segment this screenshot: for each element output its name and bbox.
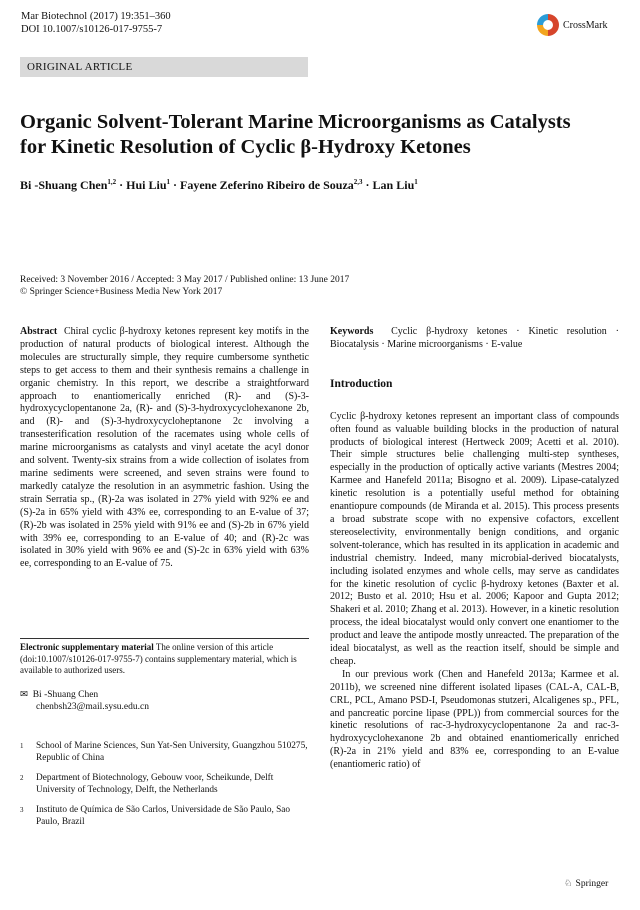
contact-email[interactable]: chenbsh23@mail.sysu.edu.cn: [36, 702, 149, 712]
affiliation-text: Department of Biotechnology, Gebouw voor, Scheikunde, Delft University of Technology, Delft, the Netherlands: [36, 773, 274, 795]
springer-horse-icon: ♘: [564, 879, 573, 889]
corresponding-author: [20, 689, 149, 713]
crossmark-badge[interactable]: [537, 12, 625, 38]
author-affil-sup: 1: [414, 178, 418, 186]
supplementary-note: [20, 638, 309, 677]
affiliation-text: Instituto de Química de São Carlos, Universidade de São Paulo, Sao Paulo, Brazil: [36, 805, 291, 827]
affiliations: [20, 741, 309, 838]
author-affil-sup: 2,3: [353, 178, 363, 186]
author-name[interactable]: Fayene Zeferino Ribeiro de Souza: [180, 178, 354, 192]
affiliation-text: School of Marine Sciences, Sun Yat-Sen University, Guangzhou 510275, Republic of China: [36, 741, 308, 763]
affiliation-number: 3: [20, 806, 24, 815]
affiliation-item: [20, 741, 309, 764]
affiliation-item: [20, 805, 309, 828]
article-dates: [20, 274, 349, 298]
affiliation-item: [20, 773, 309, 796]
contact-name: Bi -Shuang Chen: [32, 690, 99, 700]
article-title: [20, 110, 590, 160]
author-name[interactable]: Lan Liu: [372, 178, 415, 192]
author-list: Bi -Shuang Chen$^{1,2}$ · Hui Liu$^1$ · Fayene Zeferino Ribeiro de Souza$^{2,3}$ · Lan Liu$^1$: [20, 178, 418, 192]
abstract-text: Chiral cyclic β-hydroxy ketones represent key motifs in the production of natural products of biological interest. Although the molecules are structurally simple, they require cumbersome synthetic steps to get access to them and their synthesis remains a challenge in organic chemistry. In this report, we describe a straightforward approach to enantiomerically enriched (R)- and (S)-3-hydroxycyclopentanone 2a, (R)- and (S)-3-hydroxycyclohexanone 2b, and (R)- and (S)-3-hydroxycycloheptanone 2c involving a transesterification resolution of the racemates using whole cells of marine microorganisms as catalysts and vinyl acetate the acyl donor and solvent. Twenty-six strains from a wide collection of isolates from marine sediments were screened, and seven strains were found to markedly catalyze the resolution in an asymmetric fashion. Using the strain Serratia sp., (R)-2a was isolated in 27% yield with 92% ee and (S)-2a in 65% yield with 43% ee, corresponding to an E-value of 37; (R)-2b was isolated in 25% yield with 91% ee and (S)-2b in 67% yield with 39% ee, corresponding to an E-value of 40; and (R)-2c was isolated in 30% yield with 96% ee and (S)-2c in 63% yield with 63% ee, corresponding to an E-value of 75.: [20, 326, 309, 570]
author-name[interactable]: Bi -Shuang Chen: [20, 178, 108, 192]
copyright-line: © Springer Science+Business Media New York 2017: [20, 287, 223, 297]
publisher-logo: [564, 878, 608, 889]
title-line-1: Organic Solvent-Tolerant Marine Microorganisms as Catalysts: [20, 111, 571, 133]
abstract: [20, 326, 309, 571]
title-line-2: for Kinetic Resolution of Cyclic β-Hydroxy Ketones: [20, 136, 471, 158]
esm-label: Electronic supplementary material: [20, 642, 154, 652]
author-affil-sup: 1: [166, 178, 170, 186]
keywords-label: Keywords: [330, 326, 374, 337]
keywords: [330, 326, 619, 352]
esm-text[interactable]: The online version of this article (doi:10.1007/s10126-017-9755-7) contains supplementary material, which is available to authorized users.: [20, 642, 297, 675]
section-banner: ORIGINAL ARTICLE: [20, 57, 308, 77]
publisher-name: Springer: [575, 878, 609, 889]
intro-paragraph-2: In our previous work (Chen and Hanefeld 2013a; Karmee et al. 2011b), we screened nine different isolated lipases (CAL-A, CAL-B, CRL, PCL, Amano PSD-I, Pseudomonas stutzeri, Alcaligenes sp., PFL, and pancreatic porcine lipase (PPL)) from commercial sources for the kinetic resolutions of rac-3-hydroxycyclopentanone 2a and rac-3-hydroxycyclohexanone 2b and obtained enantiomerically enriched (R)-2a in 21% yield and 83% ee, corresponding to an E-value (enantiomeric ratio) of: [330, 668, 619, 771]
author-name[interactable]: Hui Liu: [126, 178, 167, 192]
envelope-icon: ✉: [20, 690, 28, 700]
affiliation-number: 2: [20, 774, 24, 783]
section-heading: Introduction: [330, 377, 393, 390]
journal-line: Mar Biotechnol (2017) 19:351–360: [21, 11, 171, 22]
left-column: [20, 326, 309, 571]
crossmark-label: CrossMark: [563, 19, 608, 31]
journal-citation: [21, 10, 171, 36]
author-affil-sup: 1,2: [107, 178, 117, 186]
affiliation-number: 1: [20, 742, 24, 750]
keywords-text: Cyclic β-hydroxy ketones · Kinetic resolution · Biocatalysis · Marine microorganisms · E-value: [330, 326, 619, 350]
crossmark-icon: [537, 14, 559, 36]
intro-paragraph-1: Cyclic β-hydroxy ketones represent an important class of compounds often found as valuable building blocks in the production of natural products of biological interest (Hertweck 2009; Acetti et al. 2010). Their simple structures belie challenging multi-step syntheses, especially in the production of optically active variants (Mestres 2004; Karmee and Hanefeld 2011a; Bisogno et al. 2009). Lipase-catalyzed kinetic resolution is a potentially useful method for obtaining enantiopure compounds (de Miranda et al. 2015). This process presents a broad substrate scope with no expensive cofactors, excellent stereoselectivity, environmentally benign conditions, and organic solvent-tolerance, which has resulted in its application in academic and industrial chemistry. Indeed, many microbial-derived biocatalysts, including isolated enzymes and whole cells, may serve as candidates for the kinetic resolution of cyclic β-hydroxy ketones (Baxter et al. 2012; Busto et al. 2010; Hsu et al. 2006; Kapoor and Gupta 2012; Shakeri et al. 2010; Zhang et al. 2013). However, in a kinetic resolution process, the ideal biocatalyst would only convert one enantiomer to the product and leave the antipode mostly unreacted. The preparation of the ideal biocatalyst, as well as the reaction itself, should be simple and cheap.: [330, 410, 619, 667]
right-column: [330, 326, 619, 772]
received-dates: Received: 3 November 2016 / Accepted: 3 May 2017 / Published online: 13 June 2017: [20, 275, 350, 285]
abstract-label: Abstract: [20, 326, 58, 337]
doi-line: DOI 10.1007/s10126-017-9755-7: [21, 24, 163, 35]
